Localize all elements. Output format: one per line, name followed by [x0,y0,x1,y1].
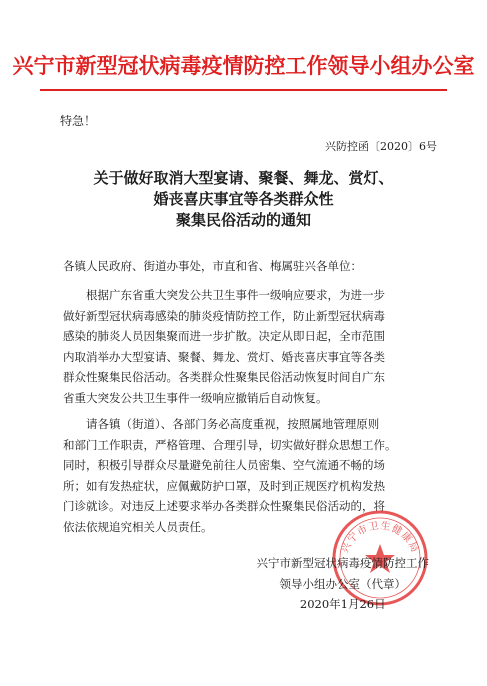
body-line: 依法依规追究相关人员责任。 [63,519,213,534]
letterhead-red-rule [40,89,447,91]
body-line: 做好新型冠状病毒感染的肺炎疫情防控工作，防止新型冠状病毒 [63,308,385,323]
document-body [63,285,440,537]
signature-line: 兴宁市新型冠状病毒疫情防控工作 [256,556,429,570]
urgency-label: 特急！ [60,114,97,128]
signature-line: 领导小组办公室（代章） [279,576,406,591]
signature-date: 2020年1月26日 [299,597,386,611]
body-line: 所；如有发热症状，应佩戴防护口罩，及时到正规医疗机构发热 [63,478,385,493]
body-line: 和部门工作职责，严格管理、合理引导，切实做好群众思想工作。 [63,437,397,452]
addressee: 各镇人民政府、街道办事处，市直和省、梅属驻兴各单位： [63,259,362,273]
title-line: 关于做好取消大型宴请、聚餐、舞龙、赏灯、 [93,169,394,187]
body-line: 请各镇（街道）、各部门务必高度重视，按照属地管理原则 [86,417,380,431]
body-line: 内取消举办大型宴请、聚餐、舞龙、赏灯、婚丧喜庆事宜等各类 [63,349,385,364]
body-line: 感染的肺炎人员因集聚而进一步扩散。决定从即日起，全市范围 [63,329,385,343]
title-line: 聚集民俗活动的通知 [175,211,311,229]
title-line: 婚丧喜庆事宜等各类群众性 [153,190,334,208]
body-line: 群众性聚集民俗活动。各类群众性聚集民俗活动恢复时间自广东 [63,370,385,384]
document-title [40,168,447,231]
body-line: 省重大突发公共卫生事件一级响应撤销后自动恢复。 [63,390,328,405]
signature-block [257,553,430,615]
body-line: 根据广东省重大突发公共卫生事件一级响应要求，为进一步 [86,288,385,302]
letterhead-title: 兴宁市新型冠状病毒疫情防控工作领导小组办公室 [12,54,475,78]
body-line: 门诊就诊。对违反上述要求举办各类群众性聚集民俗活动的，将 [63,499,385,513]
body-line: 同时，积极引导群众尽量避免前往人员密集、空气流通不畅的场 [63,458,385,472]
seal-text: 兴宁市卫生健康局 [339,520,421,555]
document-number: 兴防控函〔2020〕6号 [325,140,437,153]
